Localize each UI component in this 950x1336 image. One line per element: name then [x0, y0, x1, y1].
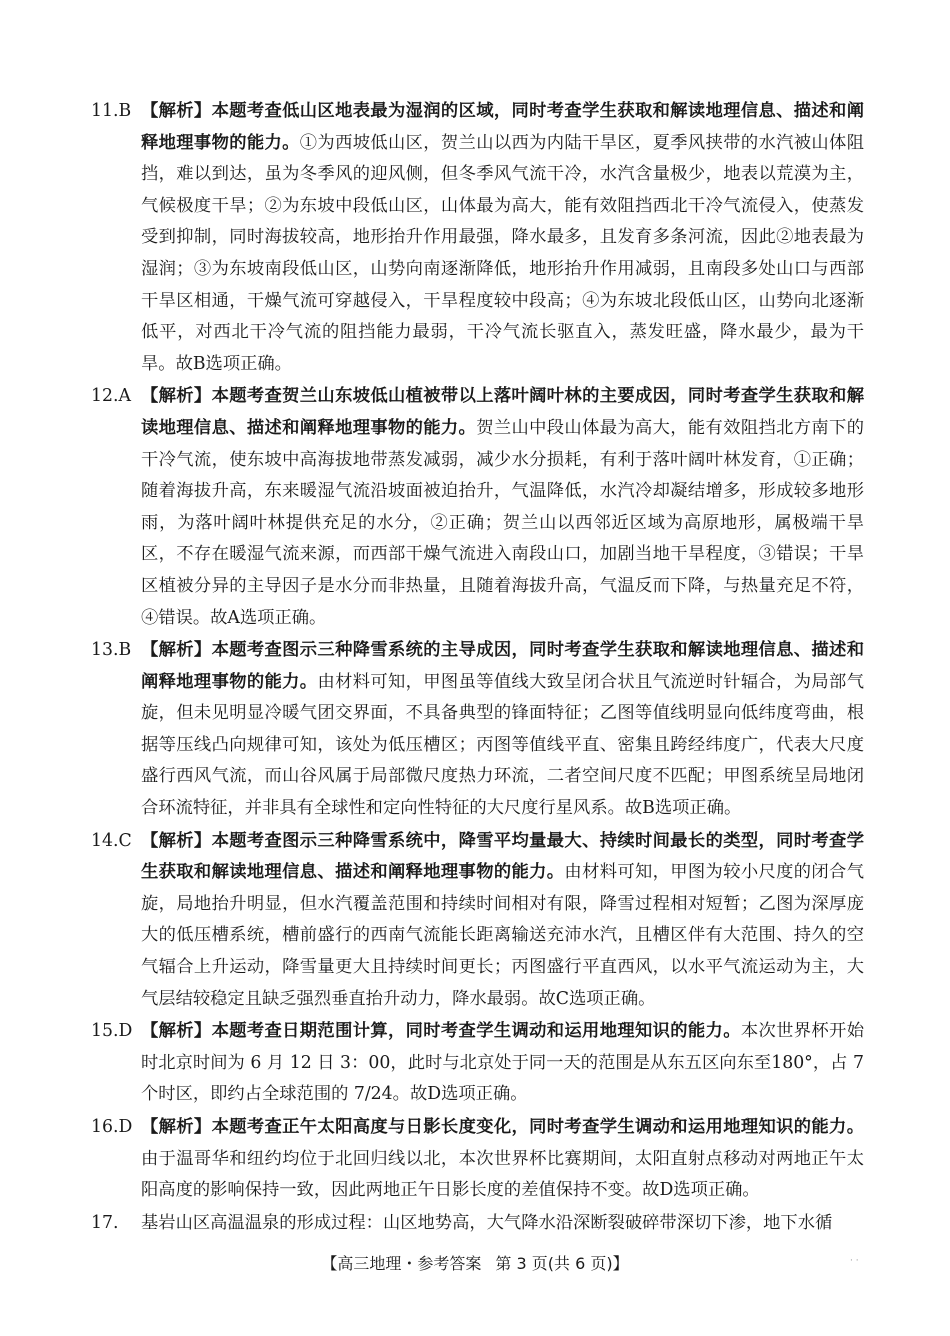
answer-item-11 [91, 96, 864, 380]
answer-item-14 [91, 826, 864, 1016]
analysis-heading: 【解析】本题考查正午太阳高度与日影长度变化，同时考查学生调动和运用地理知识的能力。 [141, 1117, 864, 1137]
answer-item-16 [91, 1112, 864, 1207]
analysis-heading: 【解析】本题考查低山区地表最为湿润的区域，同时考查学生获取和解读地理信息、描述和阐释地理事物的能力。 [141, 101, 864, 153]
analysis-text: 由于温哥华和纽约均位于北回归线以北，本次世界杯比赛期间，太阳直射点移动对两地正午太阳高度的影响保持一致，因此两地正午日影长度的差值保持不变。故D选项正确。 [141, 1148, 864, 1201]
answer-number: 13.B [91, 640, 132, 661]
analysis-text: 由材料可知，甲图虽等值线大致呈闭合状且气流逆时针辐合，为局部气旋，但未见明显冷暖气团交界面，不具备典型的锋面特征；乙图等值线明显向低纬度弯曲，根据等压线凸向规律可知，该处为低压槽区；丙图等值线平直、密集且跨经纬度广，代表大尺度盛行西风气流，而山谷风属于局部微尺度热力环流，二者空间尺度不匹配；甲图系统呈局地闭合环流特征，并非具有全球性和定向性特征的大尺度行星风系。故B选项正确。 [141, 671, 864, 819]
scan-dots: · · [850, 1256, 859, 1266]
answer-number: 17. [91, 1212, 119, 1233]
analysis-heading: 【解析】本题考查图示三种降雪系统的主导成因，同时考查学生获取和解读地理信息、描述和阐释地理事物的能力。 [141, 640, 864, 692]
page-number: 第 3 页(共 6 页)】 [495, 1254, 629, 1273]
analysis-text: 由材料可知，甲图为较小尺度的闭合气旋，局地抬升明显，但水汽覆盖范围和持续时间相对有限，降雪过程相对短暂；乙图为深厚庞大的低压槽系统，槽前盛行的西南气流能长距离输送充沛水汽，且槽区伴有大范围、持久的空气辐合上升运动，降雪量更大且持续时间更长；丙图盛行平直西风，以水平气流运动为主，大气层结较稳定且缺乏强烈垂直抬升动力，降水最弱。故C选项正确。 [141, 862, 864, 1009]
answer-number: 12.A [91, 386, 131, 407]
footer-title: 【高三地理・参考答案 [321, 1254, 482, 1273]
answer-list [91, 96, 864, 1240]
answer-item-12 [91, 381, 864, 634]
analysis-text: ①为西坡低山区，贺兰山以西为内陆干旱区，夏季风挟带的水汽被山体阻挡，难以到达，虽为冬季风的迎风侧，但冬季风气流干冷，水汽含量极少，地表以荒漠为主，气候极度干旱；②为东坡中段低山区，山体最为高大，能有效阻挡西北干冷气流侵入，使蒸发受到抑制，同时海拔较高，地形抬升作用最强，降水最多，且发育多条河流，因此②地表最为湿润；③为东坡南段低山区，山势向南逐渐降低，地形抬升作用减弱，且南段多处山口与西部干旱区相通，干燥气流可穿越侵入，干旱程度较中段高；④为东坡北段低山区，山势向北逐渐低平，对西北干冷气流的阻挡能力最弱，干冷气流长驱直入，蒸发旺盛，降水最少，最为干旱。故B选项正确。 [141, 132, 864, 374]
answer-number: 14.C [91, 830, 132, 851]
answer-number: 11.B [91, 101, 132, 121]
analysis-heading: 【解析】本题考查贺兰山东坡低山植被带以上落叶阔叶林的主要成因，同时考查学生获取和解读地理信息、描述和阐释地理事物的能力。 [141, 386, 864, 438]
answer-item-13 [91, 635, 864, 825]
analysis-text: 贺兰山中段山体最为高大，能有效阻挡北方南下的干冷气流，使东坡中高海拔地带蒸发减弱，减少水分损耗，有利于落叶阔叶林发育，①正确；随着海拔升高，东来暖湿气流沿坡面被迫抬升，气温降低，水汽冷却凝结增多，形成较多地形雨，为落叶阔叶林提供充足的水分，②正确；贺兰山以西邻近区域为高原地形，属极端干旱区，不存在暖湿气流来源，而西部干燥气流进入南段山口，加剧当地干旱程度，③错误；干旱区植被分异的主导因子是水分而非热量，且随着海拔升高，气温反而下降，与热量充足不符，④错误。故A选项正确。 [141, 417, 864, 628]
answer-item-17 [91, 1208, 864, 1240]
answer-item-15 [91, 1016, 864, 1111]
analysis-heading: 【解析】本题考查图示三种降雪系统中，降雪平均量最大、持续时间最长的类型，同时考查学生获取和解读地理信息、描述和阐释地理事物的能力。 [141, 830, 864, 883]
answer-number: 15.D [91, 1021, 133, 1042]
analysis-heading: 【解析】本题考查日期范围计算，同时考查学生调动和运用地理知识的能力。 [141, 1021, 741, 1042]
analysis-text: 本次世界杯开始时北京时间为 6 月 12 日 3：00，此时与北京处于同一天的范围是从东五区向东至180°，占 7 个时区，即约占全球范围的 7/24。故D选项正确。 [141, 1021, 864, 1105]
answer-number: 16.D [91, 1117, 133, 1137]
page-footer [0, 1251, 950, 1274]
analysis-text: 基岩山区高温温泉的形成过程：山区地势高，大气降水沿深断裂破碎带深切下渗，地下水循 [141, 1212, 833, 1233]
